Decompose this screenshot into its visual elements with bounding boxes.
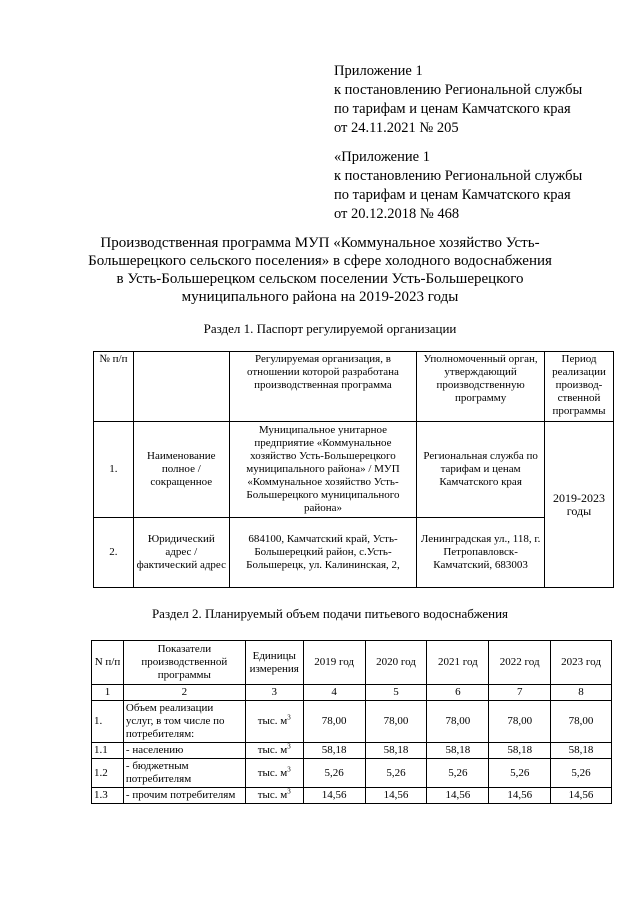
table-row [92, 759, 612, 788]
table-row [94, 422, 614, 518]
row-label: Наименование полное / сокращенное [133, 422, 229, 518]
table-row [94, 518, 614, 588]
table-row [92, 701, 612, 743]
table-row [92, 788, 612, 804]
row-value: 78,00 [427, 701, 489, 743]
header-org: Регулируемая организация, в отношении которой разработана производственная программа [229, 352, 416, 422]
appendix-line: от 24.11.2021 № 205 [334, 120, 459, 136]
table-header-row [92, 641, 612, 685]
row-authority: Региональная служба по тарифам и ценам Камчатского края [417, 422, 545, 518]
column-number: 8 [551, 685, 612, 701]
header-indicator: Показатели производственной программы [123, 641, 245, 685]
row-value: 58,18 [365, 743, 427, 759]
appendix-current-header [334, 62, 582, 138]
row-num: 2. [94, 518, 134, 588]
header-year: 2021 год [427, 641, 489, 685]
column-number: 1 [92, 685, 124, 701]
appendix-line: от 20.12.2018 № 468 [334, 206, 460, 222]
title-line: в Усть-Большерецком сельском поселении Усть-Большерецкого [116, 271, 524, 287]
appendix-line: «Приложение 1 [334, 149, 430, 165]
header-unit: Единицы измерения [245, 641, 303, 685]
title-line: муниципального района на 2019-2023 годы [181, 289, 459, 305]
appendix-original-header [334, 148, 582, 224]
row-value: 58,18 [489, 743, 551, 759]
row-value: 14,56 [551, 788, 612, 804]
header-num: N п/п [92, 641, 124, 685]
row-value: 5,26 [427, 759, 489, 788]
column-number: 2 [123, 685, 245, 701]
title-line: Большерецкого сельского поселения» в сфере холодного водоснабжения [88, 253, 552, 269]
column-number: 4 [303, 685, 365, 701]
table-row [92, 743, 612, 759]
header-period: Период реализации производ-ственной программы [545, 352, 614, 422]
row-value: 5,26 [489, 759, 551, 788]
table-header-row [94, 352, 614, 422]
row-label: Юридический адрес / фактический адрес [133, 518, 229, 588]
period-value: 2019-2023 годы [545, 422, 614, 588]
header-year: 2022 год [489, 641, 551, 685]
row-value: 78,00 [551, 701, 612, 743]
row-value: 5,26 [551, 759, 612, 788]
header-num: № п/п [94, 352, 134, 422]
column-number: 6 [427, 685, 489, 701]
organization-passport-table [93, 351, 614, 588]
row-num: 1.1 [92, 743, 124, 759]
section2-title: Раздел 2. Планируемый объем подачи питьевого водоснабжения [151, 606, 509, 621]
row-num: 1.2 [92, 759, 124, 788]
header-year: 2020 год [365, 641, 427, 685]
row-value: 14,56 [427, 788, 489, 804]
row-value: 14,56 [365, 788, 427, 804]
column-number: 7 [489, 685, 551, 701]
row-value: 14,56 [303, 788, 365, 804]
row-value: 78,00 [303, 701, 365, 743]
row-unit: тыс. $м^3$ [245, 788, 303, 804]
header-blank [133, 352, 229, 422]
header-year: 2019 год [303, 641, 365, 685]
row-num: 1. [92, 701, 124, 743]
column-number: 5 [365, 685, 427, 701]
row-authority: Ленинградская ул., 118, г. Петропавловск-Камчатский, 683003 [417, 518, 545, 588]
row-value: 78,00 [365, 701, 427, 743]
row-unit: тыс. $м^3$ [245, 743, 303, 759]
header-authority: Уполномоченный орган, утверждающий производственную программу [417, 352, 545, 422]
row-unit: тыс. $м^3$ [245, 759, 303, 788]
row-num: 1.3 [92, 788, 124, 804]
column-number: 3 [245, 685, 303, 701]
appendix-line: к постановлению Региональной службы [334, 82, 583, 98]
row-value: 78,00 [489, 701, 551, 743]
document-title [60, 234, 580, 306]
row-value: 58,18 [303, 743, 365, 759]
section1-title: Раздел 1. Паспорт регулируемой организации [203, 321, 457, 336]
row-value: 14,56 [489, 788, 551, 804]
row-label: Объем реализации услуг, в том числе по потребителям: [123, 701, 245, 743]
row-label: - прочим потребителям [123, 788, 245, 804]
row-org: Муниципальное унитарное предприятие «Коммунальное хозяйство Усть-Большерецкого муниципального района» / МУП «Коммунальное хозяйство Усть-Большерецкого муниципального района» [229, 422, 416, 518]
appendix-line: к постановлению Региональной службы [334, 168, 583, 184]
appendix-line: по тарифам и ценам Камчатского края [334, 101, 571, 117]
row-num: 1. [94, 422, 134, 518]
row-value: 5,26 [303, 759, 365, 788]
appendix-line: Приложение 1 [334, 63, 423, 79]
row-label: - населению [123, 743, 245, 759]
row-label: - бюджетным потребителям [123, 759, 245, 788]
column-number-row [92, 685, 612, 701]
appendix-line: по тарифам и ценам Камчатского края [334, 187, 571, 203]
header-year: 2023 год [551, 641, 612, 685]
row-value: 58,18 [427, 743, 489, 759]
row-org: 684100, Камчатский край, Усть-Большерецкий район, с.Усть-Большерецк, ул. Калининская, 2, [229, 518, 416, 588]
water-supply-volume-table [91, 640, 612, 804]
title-line: Производственная программа МУП «Коммунальное хозяйство Усть- [100, 235, 540, 251]
row-value: 5,26 [365, 759, 427, 788]
row-unit: тыс. $м^3$ [245, 701, 303, 743]
row-value: 58,18 [551, 743, 612, 759]
